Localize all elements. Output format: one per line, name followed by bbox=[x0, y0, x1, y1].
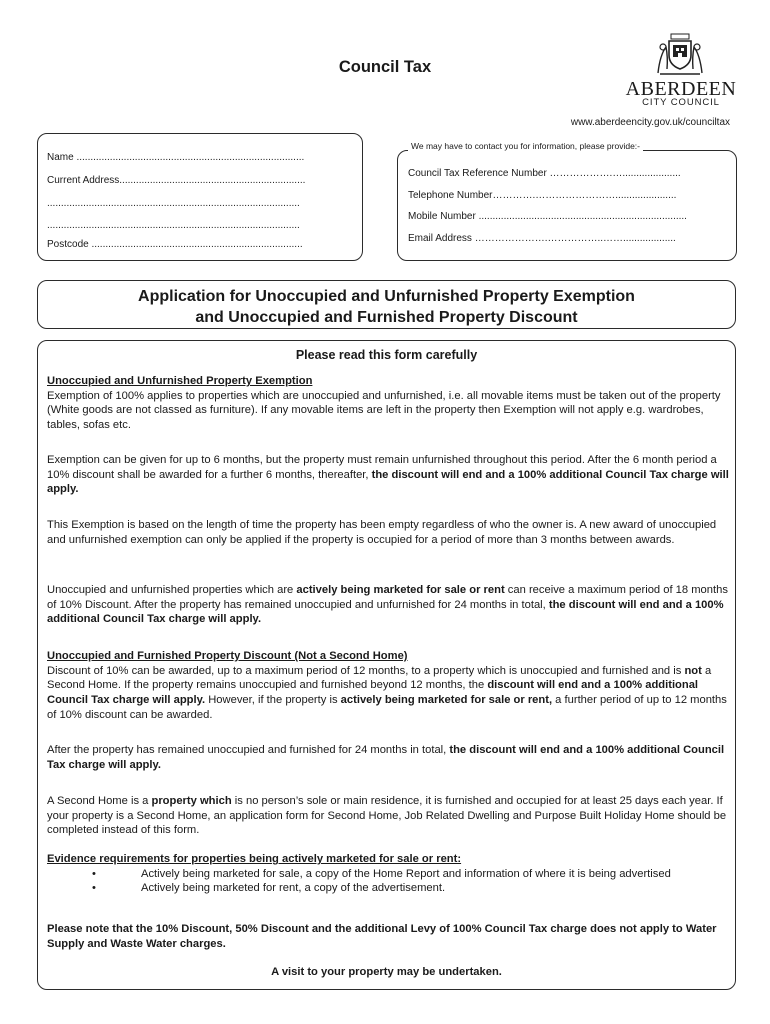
text: a Second Home. If the property remains unoccupied and furnished beyond 12 months, the bbox=[47, 664, 712, 692]
telephone-field[interactable]: Telephone Number………….……………………...................... bbox=[408, 190, 677, 201]
section-heading: Evidence requirements for properties being actively marketed for sale or rent: bbox=[47, 853, 462, 865]
email-field[interactable]: Email Address ………………….……………..……................... bbox=[408, 233, 676, 244]
text: can receive a maximum period of 18 months of 10% Discount. After the property has remained unoccupied and unfurnished for 24 months in total, bbox=[47, 584, 728, 611]
text: However, if the property is bbox=[205, 694, 341, 707]
paragraph bbox=[47, 743, 729, 772]
section-heading: Unoccupied and Furnished Property Discount (Not a Second Home) bbox=[47, 650, 408, 662]
water-charges-note bbox=[47, 922, 729, 951]
bold-text: discount will end and a 100% additional Council Tax charge will apply. bbox=[47, 679, 699, 707]
paragraph bbox=[47, 518, 729, 547]
contact-box-header: We may have to contact you for information, please provide:- bbox=[408, 141, 643, 151]
mobile-field[interactable]: Mobile Number ........................................................................... bbox=[408, 211, 687, 222]
brand-name: ABERDEEN bbox=[625, 78, 737, 100]
text: This Exemption is based on the length of time the property has been empty regardless of who the owner is. A new award of unoccupied and unfurnished exemption can only be applied if the property is occupied for a period of more than 3 months between awards. bbox=[47, 519, 717, 546]
website-url[interactable]: www.aberdeencity.gov.uk/counciltax bbox=[570, 117, 730, 128]
section-evidence bbox=[47, 852, 729, 896]
paragraph bbox=[47, 453, 729, 497]
list-item bbox=[47, 881, 729, 896]
application-title bbox=[37, 286, 736, 328]
brand-subtitle: CITY COUNCIL bbox=[642, 97, 720, 108]
bullet-icon: • bbox=[92, 867, 96, 880]
bold-text: the discount will end and a 100% additional Council Tax charge will apply. bbox=[47, 744, 725, 771]
read-carefully-heading: Please read this form carefully bbox=[295, 348, 478, 362]
list-item bbox=[47, 867, 729, 882]
council-tax-reference-field[interactable]: Council Tax Reference Number ……………….…..................... bbox=[408, 168, 681, 179]
address-line-2-field[interactable]: ........................................................................................... bbox=[47, 198, 300, 209]
postcode-field[interactable]: Postcode ............................................................................ bbox=[47, 239, 303, 250]
page-title: Council Tax bbox=[338, 58, 432, 76]
text: Exemption can be given for up to 6 months, but the property must remain unfurnished throughout this period. After the 6 month period a 10% discount shall be awarded for a further 6 months, thereafter, bbox=[47, 454, 717, 481]
bold-text: actively being marketed for sale or rent bbox=[296, 584, 505, 596]
paragraph bbox=[47, 583, 729, 627]
bold-text: property which bbox=[151, 795, 232, 807]
text: a further period of up to 12 months of 10% discount can be awarded. bbox=[47, 694, 727, 721]
visit-notice: A visit to your property may be undertaken. bbox=[271, 966, 502, 978]
coat-of-arms-icon bbox=[652, 33, 708, 77]
current-address-field[interactable]: Current Address................................................................... bbox=[47, 175, 306, 186]
list-item-text: Actively being marketed for sale, a copy of the Home Report and information of where it is being advertised bbox=[141, 867, 671, 880]
section-furnished-discount bbox=[47, 649, 729, 723]
list-item-text: Actively being marketed for rent, a copy of the advertisement. bbox=[141, 882, 446, 895]
paragraph: Exemption of 100% applies to properties which are unoccupied and unfurnished, i.e. all movable items must be taken out of the property (White goods are not classed as furniture). If any movable items are left in the property then Exemption will not apply e.g. wardrobes, tables, sofas etc. bbox=[47, 389, 721, 432]
bold-text: the discount will end and a 100% additional Council Tax charge will apply. bbox=[47, 468, 729, 496]
evidence-list bbox=[47, 867, 729, 896]
text: Unoccupied and unfurnished properties which are bbox=[47, 584, 297, 596]
contact-box bbox=[397, 150, 737, 261]
bullet-icon: • bbox=[92, 882, 96, 895]
paragraph bbox=[47, 794, 729, 838]
bold-text: Please note that the 10% Discount, 50% Discount and the additional Levy of 100% Council Tax charge does not apply to Water Supply and Waste Water charges. bbox=[47, 923, 717, 950]
section-heading: Unoccupied and Unfurnished Property Exemption bbox=[47, 375, 313, 387]
text: After the property has remained unoccupied and furnished for 24 months in total, bbox=[47, 744, 450, 756]
text: A Second Home is a bbox=[47, 795, 152, 807]
address-line-3-field[interactable]: ........................................................................................... bbox=[47, 220, 300, 231]
application-title-line-1: Application for Unoccupied and Unfurnished Property Exemption bbox=[138, 288, 635, 305]
bold-text: not bbox=[684, 664, 702, 677]
text: is no person’s sole or main residence, it is furnished and occupied for at least 25 days each year. If your property is a Second Home, an application form for Second Home, Job Related Dwelling and Purpose Built Holiday Home should be completed instead of this form. bbox=[47, 795, 727, 837]
bold-text: actively being marketed for sale or rent, bbox=[340, 694, 553, 707]
bold-text: the discount will end and a 100% additional Council Tax charge will apply. bbox=[47, 598, 724, 626]
section-unfurnished-exemption bbox=[47, 374, 729, 433]
application-title-line-2: and Unoccupied and Furnished Property Discount bbox=[195, 309, 578, 326]
text: Discount of 10% can be awarded, up to a maximum period of 12 months, to a property which is unoccupied and furnished and is bbox=[47, 664, 685, 677]
name-field[interactable]: Name .................................................................................. bbox=[47, 152, 305, 163]
